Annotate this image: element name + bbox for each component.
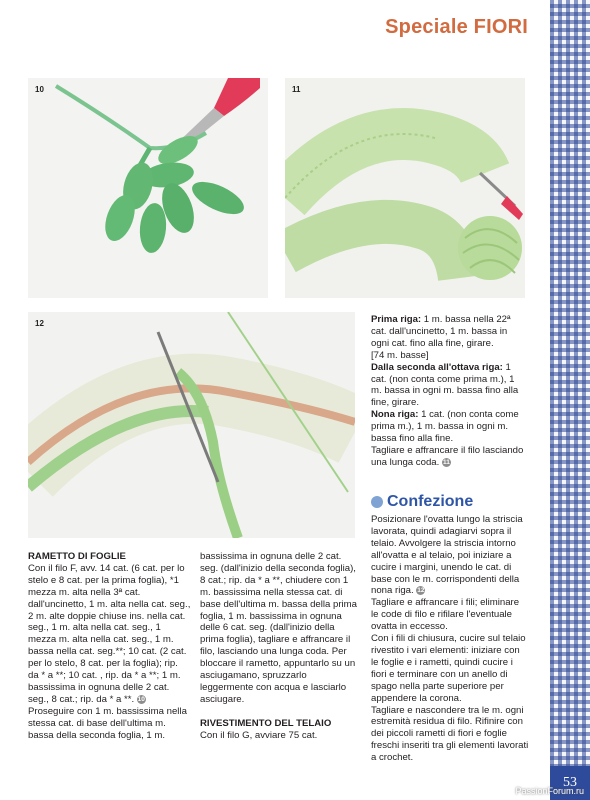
paragraph: [371, 362, 526, 410]
page-number: 53: [550, 766, 590, 800]
photo-reference-badge: 10: [137, 695, 145, 703]
paragraph: [371, 314, 526, 350]
bullet-dot-icon: [371, 496, 383, 508]
section-heading-frame-cover: RIVESTIMENTO DEL TELAIO: [200, 717, 332, 729]
photo-reference-badge: 11: [443, 458, 450, 466]
gingham-border: [550, 0, 590, 800]
paragraph: [371, 409, 526, 445]
row-label: Nona riga:: [371, 409, 419, 421]
photo-12-sewing-frame: [28, 312, 355, 538]
paragraph: bassissima in ognuna delle 2 cat. seg. (dall'inizio della seconda foglia), 8 cat.; rip. da * a **, chiudere con 1 m. bassissima nella stessa cat. di base dell'ultima m. bassa della prima foglia, 1 m. bassissima in ognuna delle 6 cat. seg. (dall'inizio della prima foglia), tagliare e affrancare il filo, lasciando una lunga coda. Per bloccare il rametto, appuntarlo su un asciugamano, spruzzarlo leggermente con acqua e lasciarlo asciugare.: [200, 551, 358, 705]
text-column-2: [200, 551, 360, 742]
photo-10-leaf-sprig: [28, 78, 268, 298]
photo-number: 11: [292, 85, 301, 94]
watermark: PassionForum.ru: [515, 786, 584, 796]
section-heading-assembly: [371, 493, 529, 511]
paragraph: [371, 445, 526, 469]
paragraph-text: Con il filo F, avv. 14 cat. (6 cat. per lo stelo e 8 cat. per la prima foglia), *1 mezza m. alta nella 3ª cat. dall'uncinetto, 1 m. alta nella cat. seg., 2 m. alte doppie chiuse ins. nella cat. seg., 1 m. alta nella cat. seg., 1 mezza m. alta nella cat. seg., 1 m. bassa nella cat. seg.**; 10 cat. (2 cat. per lo stelo, 8 cat. per la foglia); rip. da * a **; 10 cat. , rip. da * a **; 1 m. bassissima in ognuna delle 2 cat. seg., 8 cat.; rip. da * a **.: [28, 562, 191, 705]
text-column-3: [371, 314, 526, 469]
row-text: 1 cat. (non conta come prima m.), 1 m. bassa in ogni m. bassa fino alla fine.: [371, 409, 519, 445]
photo-reference-badge: 12: [417, 587, 425, 595]
paragraph: Tagliare e nascondere tra le m. ogni estremità residua di filo. Rifinire con dei piccoli rametti di fiori e foglie freschi inseriti tra gli elementi lavorati a crochet.: [371, 704, 529, 764]
row-label: Prima riga:: [371, 314, 422, 325]
row-text: 1 cat. (non conta come prima m.), 1 m. bassa in ogni m. bassa fino alla fine, girare.: [371, 361, 519, 409]
section-title-text: Confezione: [387, 493, 474, 510]
page-header-title: Speciale FIORI: [385, 16, 528, 38]
photo-number: 12: [35, 319, 44, 328]
paragraph: Con i fili di chiusura, cucire sul telaio rivestito i vari elementi: iniziare con le foglie e i rametti, quindi cucire i fiori e terminare con un anello di spago nella parte superiore per appendere la corona.: [371, 633, 526, 704]
paragraph-text: Tagliare e affrancare il filo lasciando una lunga coda.: [371, 444, 524, 468]
paragraph: [28, 563, 191, 706]
paragraph: [371, 514, 529, 597]
paragraph: Tagliare e affrancare i fili; eliminare le code di filo e rifilare l'eventuale ovatta in eccesso.: [371, 597, 520, 633]
paragraph-text: Posizionare l'ovatta lungo la striscia lavorata, quindi adagiarvi sopra il telaio. Avvolgere la striscia intorno all'ovatta e al telaio, poi iniziare a cucire i margini, unendo le cat. di base con le m. corrispondenti della nona riga.: [371, 514, 523, 597]
photo-11-crochet-strip: [285, 78, 525, 298]
stitch-count: [74 m. basse]: [371, 349, 429, 361]
row-text: 1 m. bassa nella 22ª cat. dall'uncinetto, 1 m. bassa in ogni cat. fino alla fine, girare.: [371, 314, 511, 349]
text-column-1: [28, 551, 191, 742]
paragraph: Proseguire con 1 m. bassissima nella stessa cat. di base dell'ultima m. bassa della seconda foglia, 1 m.: [28, 705, 187, 741]
paragraph: Con il filo G, avviare 75 cat.: [200, 729, 318, 741]
section-heading-leaf-sprig: RAMETTO DI FOGLIE: [28, 551, 126, 562]
photo-number: 10: [35, 85, 44, 94]
row-label: Dalla seconda all'ottava riga:: [371, 361, 503, 373]
text-column-4: [371, 493, 529, 764]
